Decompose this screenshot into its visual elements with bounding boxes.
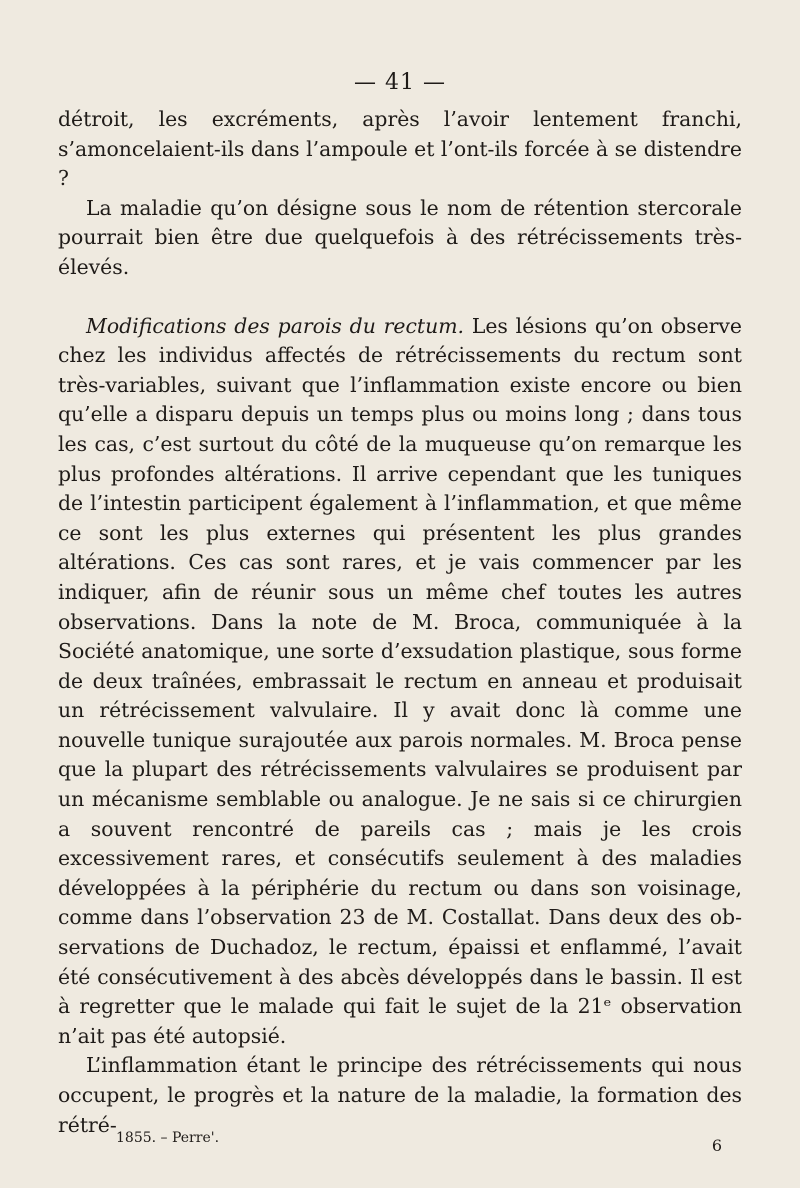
paragraph-4: L’inflammation étant le principe des rétrécissements qui nous occupent, le progrès et la nature de la maladie, la formation des rétré- [58, 1053, 742, 1137]
imprint-line: 1855. – Perre'. [116, 1130, 220, 1146]
paragraph-1: détroit, les excréments, après l’avoir lentement franchi, s’amoncelaient-ils dans l’ampoule et l’ont-ils forcée à se distendre ? [58, 107, 742, 191]
body-text [58, 105, 742, 1140]
paragraph-3-text: Les lésions qu’on observe chez les individus affectés de rétrécissements du rectum sont très-variables, suivant que l’inflammation existe encore ou bien qu’elle a disparu depuis un temps plus ou moins long ; dans tous les cas, c’est surtout du côté de la muqueuse qu’on remarque les plus profondes altérations. Il arrive cependant que les tuniques de l’intestin participent également à l’inflammation, et que même ce sont les plus externes qui présentent les plus grandes altérations. Ces cas sont rares, et je vais commencer par les indiquer, afin de réunir sous un même chef toutes les autres observations. Dans la note de M. Broca, communiquée à la Société anatomique, une sorte d’exsudation plastique, sous forme de deux traînées, embrassait le rectum en anneau et produisait un rétrécissement valvulaire. Il y avait donc là comme une nouvelle tunique surajoutée aux parois normales. M. Broca pense que la plupart des rétrécissements valvulaires se produisent par un mécanisme semblable ou analogue. Je ne sais si ce chirurgien a souvent rencontré de pareils cas ; mais je les crois excessivement rares, et consécutifs seulement à des maladies développées à la périphérie du rectum ou dans son voisinage, comme dans l’observation 23 de M. Costallat. Dans deux des observations de Duchadoz, le rectum, épaissi et enflammé, l’avait été consécutivement à des abcès développés dans le bassin. Il est à regretter que le malade qui fait le sujet de la 21ᵉ observation n’ait pas été autopsié. [58, 313, 742, 1048]
paragraph-3 [58, 312, 742, 1052]
signature-mark: 6 [711, 1136, 722, 1155]
page-number: — 41 — [354, 70, 446, 95]
paragraph-2: La maladie qu’on désigne sous le nom de rétention stercorale pourrait bien être due quelquefois à des rétrécissements très-élevés. [58, 195, 742, 279]
page-footer [58, 1130, 742, 1154]
section-heading: Modifications des parois du rectum. [86, 313, 465, 338]
